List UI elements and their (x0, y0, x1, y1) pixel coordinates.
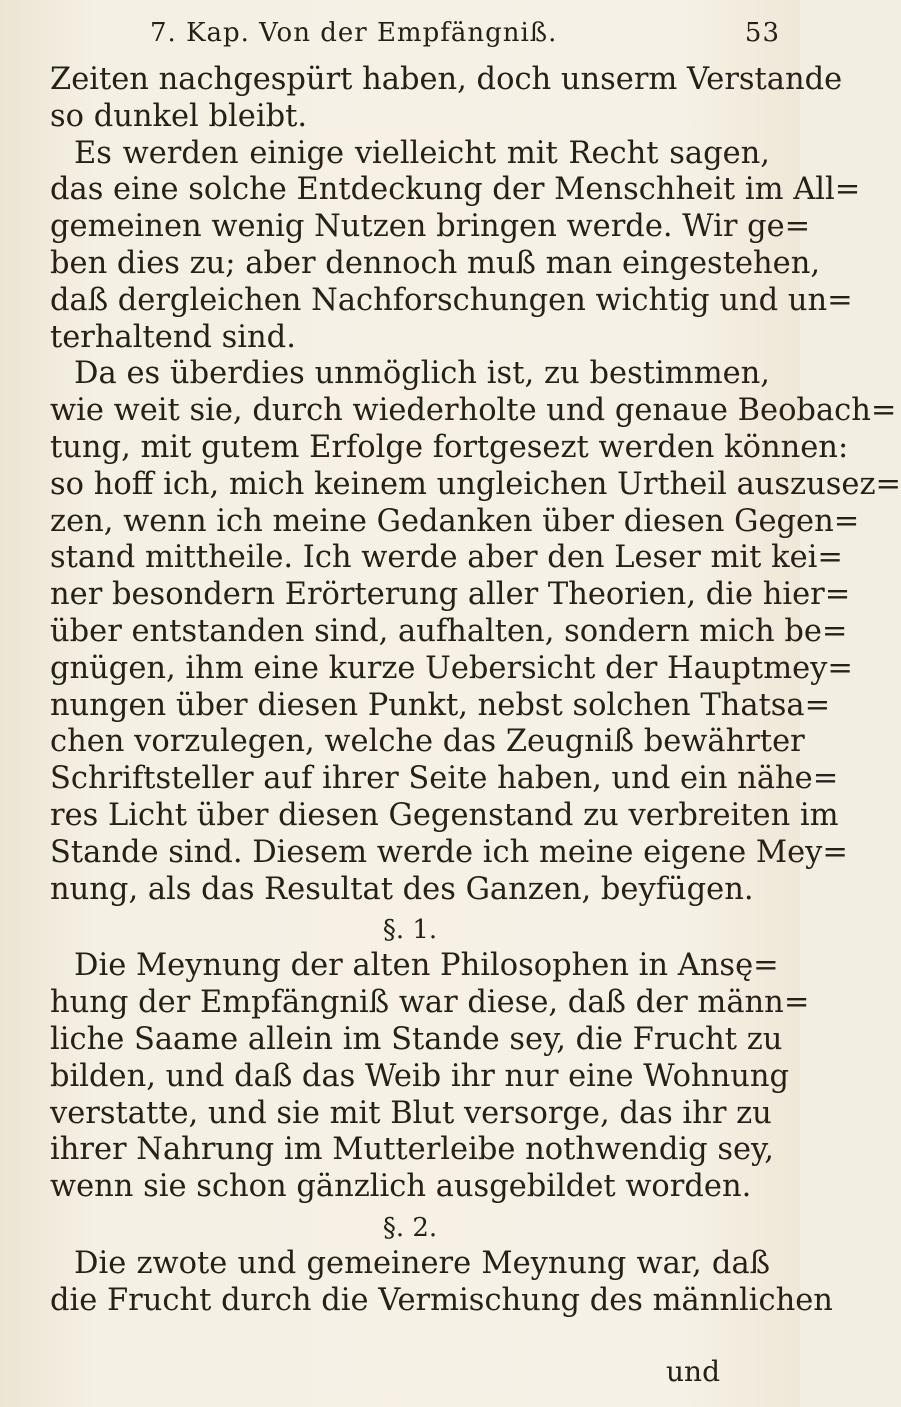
paragraph-cont (50, 985, 810, 1206)
paragraph (50, 356, 770, 393)
running-header (150, 14, 780, 54)
text-line: res Licht über diesen Gegenstand zu verbreiten im (50, 797, 839, 833)
text-line: hung der Empfängniß war diese, daß der männ= (50, 985, 810, 1021)
text-line: Die Meynung der alten Philosophen in Ansę= (74, 948, 779, 984)
text-line: chen vorzulegen, welche das Zeugniß bewährter (50, 724, 805, 760)
text-line: terhaltend sind. (50, 319, 296, 355)
paragraph-cont (50, 393, 901, 908)
text-line: Stande sind. Diesem werde ich meine eigene Mey= (50, 834, 848, 870)
text-line: das eine solche Entdeckung der Menschheit im All= (50, 172, 861, 208)
text-line: wie weit sie, durch wiederholte und genaue Beobach= (50, 393, 897, 429)
text-line: verstatte, und sie mit Blut versorge, das ihr zu (50, 1095, 772, 1131)
body-text (50, 62, 901, 1320)
text-line: gemeinen wenig Nutzen bringen werde. Wir ge= (50, 209, 811, 245)
text-line: die Frucht durch die Vermischung des männlichen (50, 1282, 833, 1318)
text-line: daß dergleichen Nachforschungen wichtig und un= (50, 282, 853, 318)
section-heading: §. 2. (382, 1212, 438, 1243)
paragraph (50, 136, 770, 173)
text-line: wenn sie schon gänzlich ausgebildet worden. (50, 1169, 752, 1205)
text-line: Die zwote und gemeinere Meynung war, daß (74, 1245, 770, 1281)
text-line: gnügen, ihm eine kurze Uebersicht der Hauptmey= (50, 650, 853, 686)
paragraph (50, 1246, 770, 1283)
text-line: Da es überdies unmöglich ist, zu bestimmen, (74, 356, 770, 392)
text-line: Schriftsteller auf ihrer Seite haben, und ein nähe= (50, 761, 839, 797)
text-line: ner besondern Erörterung aller Theorien, die hier= (50, 577, 851, 613)
text-line: zen, wenn ich meine Gedanken über diesen Gegen= (50, 503, 860, 539)
text-line: nungen über diesen Punkt, nebst solchen Thatsa= (50, 687, 831, 723)
text-line: Es werden einige vielleicht mit Recht sagen, (74, 135, 770, 171)
text-line: bilden, und daß das Weib ihr nur eine Wohnung (50, 1058, 790, 1094)
section-heading: §. 1. (382, 915, 438, 946)
chapter-title: 7. Kap. Von der Empfängniß. (150, 18, 558, 48)
text-line: ben dies zu; aber dennoch muß man eingestehen, (50, 245, 821, 281)
paragraph-cont (50, 172, 861, 356)
text-line: ihrer Nahrung im Mutterleibe nothwendig sey, (50, 1132, 774, 1168)
text-line: so hoff ich, mich keinem ungleichen Urtheil auszusez= (50, 466, 901, 502)
text-line: Zeiten nachgespürt haben, doch unserm Verstande (50, 62, 843, 97)
catchword: und (666, 1355, 720, 1388)
text-line: tung, mit gutem Erfolge fortgesezt werden können: (50, 429, 849, 465)
paragraph (50, 948, 779, 985)
text-line: über entstanden sind, aufhalten, sondern mich be= (50, 613, 848, 649)
text-line: nung, als das Resultat des Ganzen, beyfügen. (50, 871, 754, 907)
text-line: liche Saame allein im Stande sey, die Frucht zu (50, 1021, 783, 1057)
paragraph-cont (50, 1282, 833, 1320)
paragraph-continuation (50, 62, 843, 136)
page-number: 53 (744, 18, 780, 48)
text-line: stand mittheile. Ich werde aber den Leser mit kei= (50, 540, 843, 576)
text-line: so dunkel bleibt. (50, 98, 308, 134)
